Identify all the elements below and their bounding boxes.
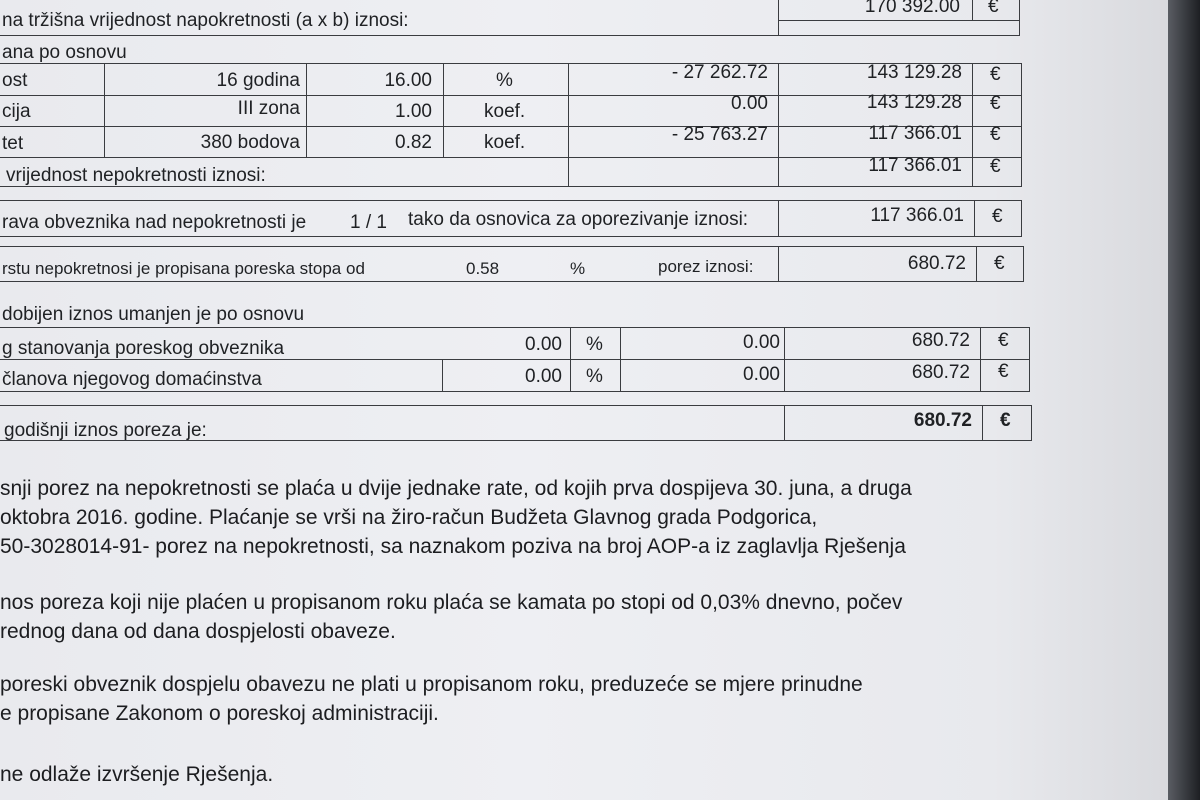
euro-symbol: € — [994, 253, 1005, 274]
deduction-label: članova njegovog domaćinstva — [2, 369, 262, 390]
deduction-value: 680.72 — [911, 362, 970, 383]
reduction-value: 143 129.28 — [866, 62, 962, 83]
euro-symbol: € — [990, 93, 1001, 114]
euro-symbol: € — [990, 124, 1001, 145]
euro-symbol: € — [992, 206, 1003, 227]
annual-tax-label: godišnji iznos poreza je: — [4, 420, 207, 441]
reduction-value: 117 366.01 — [868, 123, 962, 144]
reduction-unit: koef. — [484, 101, 526, 122]
deduction-amount: 0.00 — [743, 332, 780, 353]
text-line: 50-3028014-91- porez na nepokretnosti, sa naznakom poziva na broj AOP-a iz zaglavlja Rješenja — [0, 535, 906, 558]
text-line: snji porez na nepokretnosti se plaća u dvije jednake rate, od kojih prva dospijeva 30. juna, a druga — [0, 477, 912, 500]
reduction-factor: 0.82 — [395, 132, 432, 153]
reduction-change: - 27 262.72 — [671, 62, 768, 83]
market-value-label: na tržišna vrijednost napokretnosti (a x b) iznosi: — [2, 10, 409, 31]
reduction-unit: % — [496, 70, 513, 91]
reduction-label: ost — [2, 70, 28, 91]
tax-amount-value: 680.72 — [907, 253, 966, 274]
page-edge-shadow — [1168, 0, 1200, 800]
reduction-desc: 16 godina — [216, 70, 300, 91]
text-line: oktobra 2016. godine. Plaćanje se vrši na žiro-račun Budžeta Glavnog grada Podgorica, — [0, 506, 818, 529]
reduction-desc: 380 bodova — [200, 132, 300, 153]
deduction-unit: % — [586, 334, 603, 355]
deductions-title: dobijen iznos umanjen je po osnovu — [2, 304, 305, 325]
deduction-amount: 0.00 — [743, 364, 780, 385]
text-line: ne odlaže izvršenje Rješenja. — [0, 763, 274, 786]
reductions-title: ana po osnovu — [2, 42, 127, 63]
reduction-change: - 25 763.27 — [671, 124, 768, 145]
market-value-currency: € — [988, 0, 999, 17]
text-line: nos poreza koji nije plaćen u propisanom roku plaća se kamata po stopi od 0,03% dnevno, počev — [0, 591, 903, 614]
appeal-paragraph — [0, 760, 273, 789]
deduction-label: g stanovanja poreskog obveznika — [2, 338, 285, 359]
text-line: e propisane Zakonom o poreskoj administraciji. — [0, 702, 439, 725]
text-line: poreski obveznik dospjelu obavezu ne plati u propisanom roku, preduzeće se mjere prinudne — [0, 673, 863, 696]
euro-symbol: € — [998, 361, 1009, 382]
ownership-label: rava obveznika nad nepokretnosti je — [2, 212, 307, 233]
interest-paragraph — [0, 588, 902, 646]
tax-rate-value: 0.58 — [466, 259, 500, 278]
reduction-unit: koef. — [484, 132, 526, 153]
reduction-label: tet — [2, 133, 24, 154]
reduction-factor: 1.00 — [395, 101, 432, 122]
euro-symbol: € — [990, 156, 1001, 177]
payment-paragraph — [0, 474, 912, 561]
enforcement-paragraph — [0, 670, 863, 728]
ownership-share: 1 / 1 — [350, 212, 387, 233]
reduction-value: 143 129.28 — [866, 92, 962, 113]
reductions-total-value: 117 366.01 — [868, 155, 962, 176]
deduction-value: 680.72 — [911, 330, 970, 351]
reduction-desc: III zona — [237, 98, 300, 119]
tax-rate-label: rstu nepokretnosi je propisana poreska stopa od — [2, 259, 365, 278]
tax-amount-label: porez iznosi: — [658, 257, 754, 276]
deduction-percent: 0.00 — [525, 334, 562, 355]
deduction-unit: % — [586, 366, 603, 387]
tax-rate-unit: % — [570, 259, 586, 278]
euro-symbol: € — [998, 330, 1009, 351]
text-line: rednog dana od dana dospjelosti obaveze. — [0, 620, 396, 643]
reduction-label: cija — [2, 101, 31, 122]
euro-symbol: € — [990, 64, 1001, 85]
reductions-total-label: vrijednost nepokretnosti iznosi: — [6, 165, 266, 186]
euro-symbol: € — [1000, 410, 1011, 431]
reduction-factor: 16.00 — [384, 70, 432, 91]
tax-base-value: 117 366.01 — [870, 205, 964, 226]
annual-tax-value: 680.72 — [913, 410, 972, 431]
reduction-change: 0.00 — [731, 93, 768, 114]
market-value: 170 392.00 — [864, 0, 960, 17]
deduction-percent: 0.00 — [525, 366, 562, 387]
tax-base-label: tako da osnovica za oporezivanje iznosi: — [408, 209, 749, 230]
